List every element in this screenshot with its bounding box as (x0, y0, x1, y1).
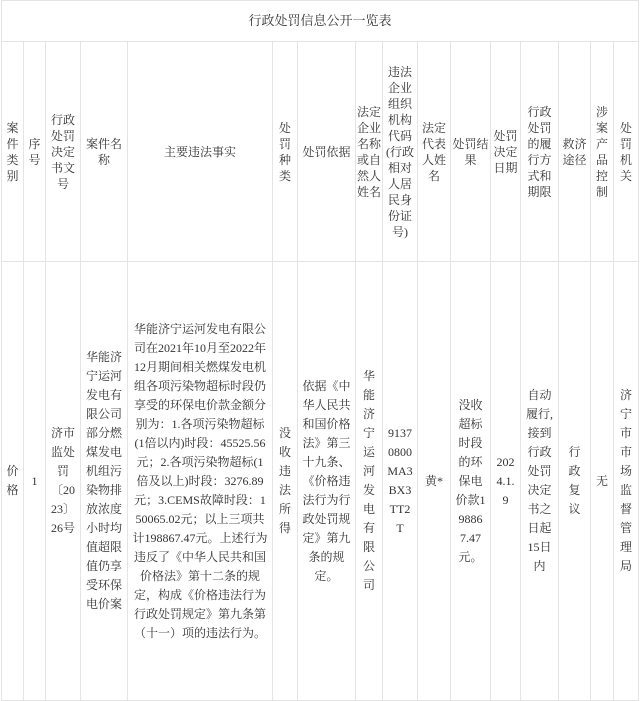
header-fulfillment-method-period: 行政处罚的履行方式和期限 (521, 42, 559, 262)
header-penalty-result: 处罚结果 (451, 42, 491, 262)
header-penalty-basis: 处罚依据 (298, 42, 356, 262)
cell-fulfillment-method-period: 自动履行,接到行政处罚决定书之日起15日内 (521, 262, 559, 701)
cell-remedy-channel: 行政复议 (559, 262, 591, 701)
cell-product-control: 无 (591, 262, 614, 701)
cell-main-illegal-facts: 华能济宁运河发电有限公司在2021年10月至2022年12月期间相关燃煤发电机组各项污染物超标时段仍享受的环保电价款金额分别为：1.各项污染物超标(1倍以内)时段：45525.56元；2.各项污染物超标(1倍及以上)时段：3276.89元；3.CEMS故障时段：150065.02元；以上三项共计198867.47元。上述行为违反了《中华人民共和国价格法》第十二条的规定，构成《价格违法行为行政处罚规定》第九条第（十一）项的违法行为。 (128, 262, 273, 701)
cell-penalty-result: 没收超标时段的环保电价款198867.47元。 (451, 262, 491, 701)
header-row (2, 42, 639, 262)
header-penalty-type: 处罚种类 (273, 42, 298, 262)
header-legal-representative: 法定代表人姓名 (418, 42, 451, 262)
table-row (2, 262, 639, 701)
header-serial-number: 序号 (24, 42, 46, 262)
cell-penalty-authority: 济宁市市场监督管理局 (614, 262, 639, 701)
cell-decision-doc-number: 济市监处罚〔2023〕26号 (46, 262, 81, 701)
cell-org-code: 91370800MA3BX3TT2T (383, 262, 418, 701)
cell-legal-representative: 黄* (418, 262, 451, 701)
header-penalty-authority: 处罚机关 (614, 42, 639, 262)
cell-decision-date: 2024.1.9 (491, 262, 521, 701)
cell-penalty-basis: 依据《中华人民共和国价格法》第三十九条、《价格违法行为行政处罚规定》第九条的规定。 (298, 262, 356, 701)
cell-serial-number: 1 (24, 262, 46, 701)
cell-case-category: 价格 (2, 262, 24, 701)
header-decision-doc-number: 行政处罚决定书文号 (46, 42, 81, 262)
title-row (2, 1, 639, 42)
cell-company-name: 华能济宁运河发电有限公司 (356, 262, 383, 701)
header-org-code: 违法企业组织机构代码(行政相对人居民身份证号) (383, 42, 418, 262)
penalty-disclosure-table (1, 0, 639, 701)
header-product-control: 涉案产品控制 (591, 42, 614, 262)
cell-case-name: 华能济宁运河发电有限公司部分燃煤发电机组污染物排放浓度小时均值超限值仍享受环保电价案 (81, 262, 128, 701)
table-title: 行政处罚信息公开一览表 (2, 1, 639, 42)
header-decision-date: 处罚决定日期 (491, 42, 521, 262)
cell-penalty-type: 没收违法所得 (273, 262, 298, 701)
header-main-illegal-facts: 主要违法事实 (128, 42, 273, 262)
header-case-name: 案件名称 (81, 42, 128, 262)
header-case-category: 案件类别 (2, 42, 24, 262)
header-company-or-person-name: 法定企业名称或自然人姓名 (356, 42, 383, 262)
header-remedy-channel: 救济途径 (559, 42, 591, 262)
